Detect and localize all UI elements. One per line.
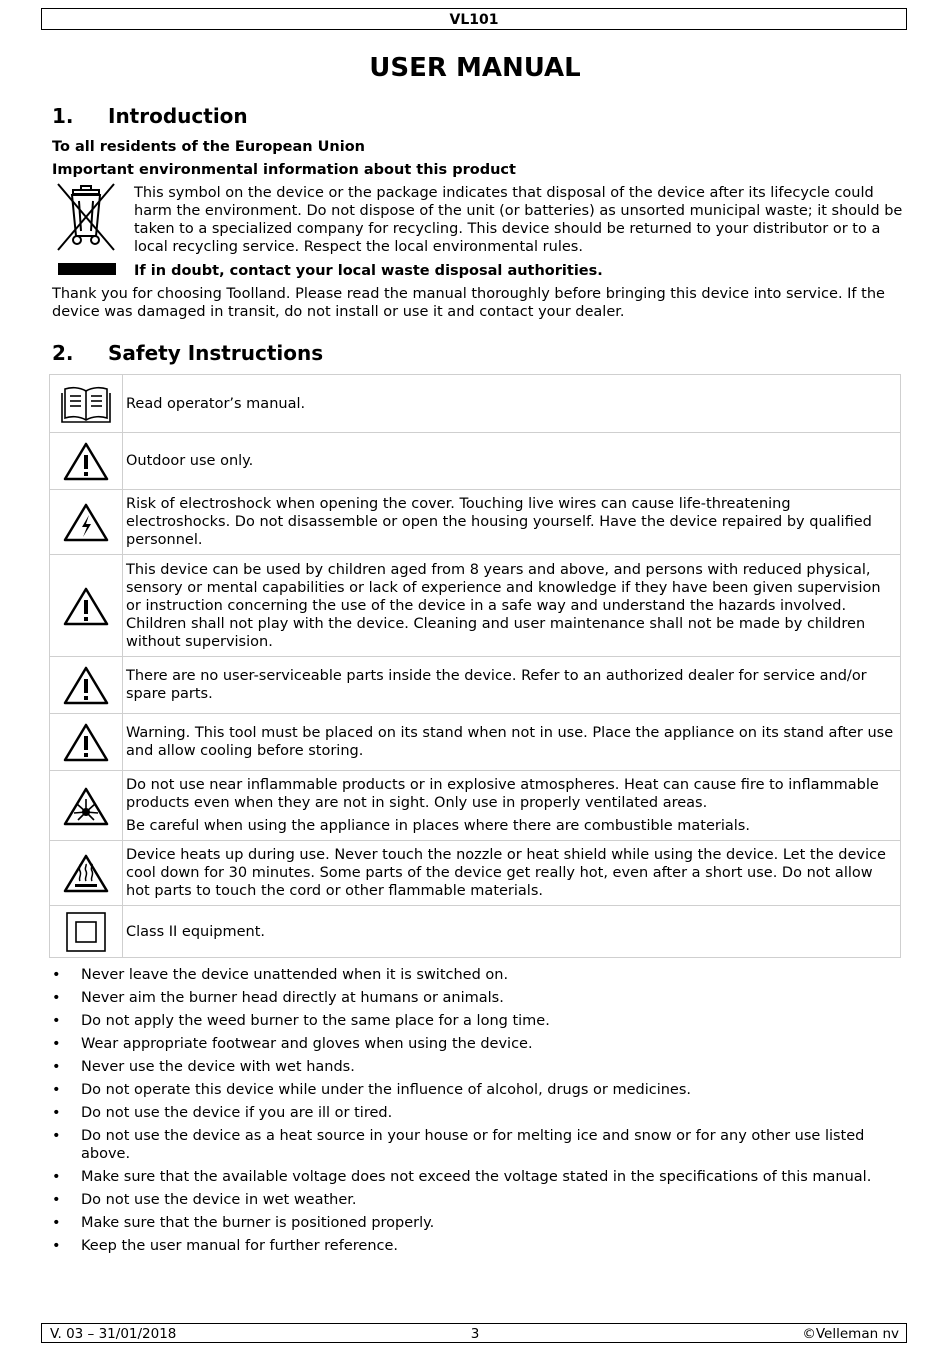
list-item-text: Do not use the device in wet weather. (81, 1192, 357, 1208)
safety-text-line: Risk of electroshock when opening the cover. Touching live wires can cause life-threatening electroshocks. Do not disassemble or open the housing yourself. Have the device repaired by qualified personnel. (126, 496, 872, 548)
list-item-text: Never aim the burner head directly at humans or animals. (81, 990, 504, 1006)
list-item (52, 989, 904, 1007)
page-header (41, 8, 907, 30)
bullet-icon: • (52, 1128, 61, 1144)
environmental-info-subheading: Important environmental information about this product (52, 162, 516, 178)
list-item (52, 1058, 904, 1076)
safety-text-line: Read operator’s manual. (126, 395, 306, 412)
safety-text (123, 375, 901, 433)
safety-row (50, 433, 901, 490)
bullet-icon: • (52, 990, 61, 1006)
weee-bin-icon (55, 182, 117, 252)
safety-row (50, 771, 901, 841)
section-2-title: Safety Instructions (108, 341, 324, 365)
page-number: 3 (470, 1326, 480, 1342)
list-item (52, 1214, 904, 1232)
version-date: V. 03 – 31/01/2018 (50, 1326, 177, 1342)
list-item-text: Do not apply the weed burner to the same place for a long time. (81, 1013, 550, 1029)
safety-text (123, 841, 901, 906)
list-item-text: Never use the device with wet hands. (81, 1059, 355, 1075)
bullet-icon: • (52, 1013, 61, 1029)
list-item (52, 1104, 904, 1122)
safety-text (123, 771, 901, 841)
list-item-text: Never leave the device unattended when it is switched on. (81, 967, 509, 983)
warning-icon (50, 657, 123, 714)
safety-text-line: This device can be used by children aged from 8 years and above, and persons with reduced physical, sensory or mental capabilities or lack of experience and knowledge if they have been given supervision or instruction concerning the use of the device in a safe way and understand the hazards involved. Children shall not play with the device. Cleaning and user maintenance shall not be made by children without supervision. (126, 561, 881, 650)
thank-you-paragraph: Thank you for choosing Toolland. Please read the manual thoroughly before bringing this device into service. If the device was damaged in transit, do not install or use it and contact your dealer. (52, 286, 885, 320)
document-title: USER MANUAL (369, 53, 581, 83)
weee-bar (58, 263, 116, 275)
list-item-text: Keep the user manual for further reference. (81, 1238, 399, 1254)
safety-row (50, 841, 901, 906)
section-1-number: 1. (52, 104, 74, 128)
list-item (52, 1081, 904, 1099)
explosion-icon (50, 771, 123, 841)
section-2-heading (52, 340, 323, 366)
warning-icon (50, 433, 123, 490)
electric-shock-icon (50, 490, 123, 555)
safety-text (123, 906, 901, 958)
book-icon (50, 375, 123, 433)
list-item-text: Make sure that the available voltage does not exceed the voltage stated in the specifications of this manual. (81, 1169, 872, 1185)
list-item (52, 1237, 904, 1255)
safety-row (50, 375, 901, 433)
safety-bullet-list (52, 966, 904, 1260)
hot-surface-icon (50, 841, 123, 906)
safety-text-line: There are no user-serviceable parts inside the device. Refer to an authorized dealer for service and/or spare parts. (126, 668, 867, 702)
environmental-text: This symbol on the device or the package indicates that disposal of the device after its lifecycle could harm the environment. Do not dispose of the unit (or batteries) as unsorted municipal waste; it should be taken to a specialized company for recycling. This device should be returned to your distributor or to a local recycling service. Respect the local environmental rules. (134, 185, 903, 255)
list-item (52, 1035, 904, 1053)
model-name: VL101 (449, 12, 499, 28)
safety-text (123, 490, 901, 555)
safety-text (123, 714, 901, 771)
safety-row (50, 906, 901, 958)
section-1-heading (52, 103, 248, 129)
safety-row (50, 555, 901, 657)
bullet-icon: • (52, 1192, 61, 1208)
bullet-icon: • (52, 1059, 61, 1075)
safety-text-line: Be careful when using the appliance in places where there are combustible materials. (126, 818, 750, 834)
list-item (52, 1168, 904, 1186)
safety-row (50, 490, 901, 555)
page-footer (41, 1323, 907, 1343)
safety-text (123, 555, 901, 657)
list-item-text: Do not use the device if you are ill or tired. (81, 1105, 393, 1121)
safety-row (50, 657, 901, 714)
bullet-icon: • (52, 1036, 61, 1052)
safety-text-line: Class II equipment. (126, 923, 265, 940)
list-item (52, 1012, 904, 1030)
safety-text-line: Device heats up during use. Never touch the nozzle or heat shield while using the device. Let the device cool down for 30 minutes. Some parts of the device get really hot, even after a short use. Do not allow hot parts to touch the cord or other flammable materials. (126, 847, 886, 899)
safety-text (123, 433, 901, 490)
safety-row (50, 714, 901, 771)
section-1-title: Introduction (108, 104, 248, 128)
warning-icon (50, 555, 123, 657)
bullet-icon: • (52, 1238, 61, 1254)
list-item-text: Wear appropriate footwear and gloves when using the device. (81, 1036, 533, 1052)
environmental-note: If in doubt, contact your local waste disposal authorities. (134, 263, 603, 279)
list-item-text: Make sure that the burner is positioned properly. (81, 1215, 435, 1231)
safety-table (49, 374, 901, 958)
bullet-icon: • (52, 967, 61, 983)
list-item (52, 1127, 904, 1163)
warning-icon (50, 714, 123, 771)
list-item (52, 966, 904, 984)
list-item-text: Do not operate this device while under the influence of alcohol, drugs or medicines. (81, 1082, 692, 1098)
class-ii-icon (50, 906, 123, 958)
bullet-icon: • (52, 1215, 61, 1231)
copyright: ©Velleman nv (802, 1326, 899, 1342)
bullet-icon: • (52, 1082, 61, 1098)
list-item (52, 1191, 904, 1209)
safety-text-line: Do not use near inflammable products or in explosive atmospheres. Heat can cause fire to inflammable products even when they are not in sight. Only use in properly ventilated areas. (126, 777, 879, 811)
bullet-icon: • (52, 1105, 61, 1121)
eu-residents-subheading: To all residents of the European Union (52, 139, 365, 155)
bullet-icon: • (52, 1169, 61, 1185)
safety-text (123, 657, 901, 714)
section-2-number: 2. (52, 341, 74, 365)
safety-text-line: Warning. This tool must be placed on its stand when not in use. Place the appliance on its stand after use and allow cooling before storing. (126, 725, 894, 759)
safety-text-line: Outdoor use only. (126, 453, 254, 469)
list-item-text: Do not use the device as a heat source in your house or for melting ice and snow or for any other use listed above. (81, 1128, 865, 1162)
